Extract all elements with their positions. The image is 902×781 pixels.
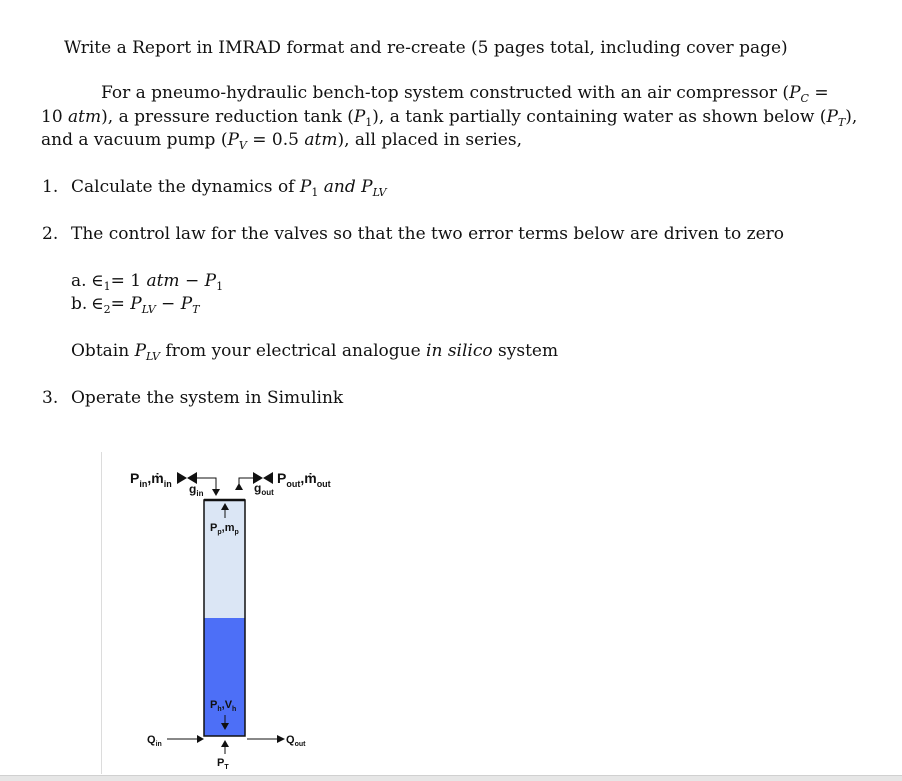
sub-item-a: a. $\in_1= 1$ atm − $P_1$ — [71, 271, 224, 293]
sub-letter: a. — [71, 271, 87, 291]
sub-letter: b. — [71, 294, 88, 314]
list-number: 3. — [42, 388, 59, 408]
outlet-arrow-icon — [235, 483, 243, 490]
list-number: 1. — [42, 177, 59, 197]
label-q-out: $Q_{out}$ — [286, 734, 306, 748]
page-title: Write a Report in IMRAD format and re-create (5 pages total, including cover page) — [64, 38, 788, 58]
inlet-arrow-icon — [212, 489, 220, 496]
label-p-in: $P_{in},ṁ_{in}$ — [130, 470, 172, 489]
label-pp-mp: $P_p,m_p$ — [210, 522, 239, 536]
outlet-valve-icon-right — [263, 472, 273, 484]
list-item-1: 1. Calculate the dynamics of $P_1$ and $P_{LV}$ — [42, 177, 387, 199]
list-item-3: 3. Operate the system in Simulink — [42, 388, 344, 408]
intro-line-2: 10 atm), a pressure reduction tank $(P_1)$, a tank partially containing water as shown below $(P_T)$, — [41, 107, 858, 129]
list-item-2: 2. The control law for the valves so that the two error terms below are driven to zero — [42, 224, 785, 244]
intro-line-1: For a pneumo-hydraulic bench-top system constructed with an air compressor ($P_C$ = — [101, 83, 829, 105]
qout-arrow-icon — [277, 735, 285, 743]
pt-arrow-icon — [221, 740, 229, 747]
list-number: 2. — [42, 224, 59, 244]
sub-item-b: b. $\in_2= P_{LV} - P_T$ — [71, 294, 200, 316]
intro-line-3: and a vacuum pump ($P_V = 0.5$ atm), all placed in series, — [41, 130, 522, 152]
label-g-out: $g_{out}$ — [254, 481, 274, 497]
inlet-valve-icon — [177, 472, 187, 484]
label-ph-vh: $P_h,V_h$ — [210, 699, 237, 713]
label-g-in: $g_{in}$ — [189, 482, 204, 498]
label-q-in: $Q_{in}$ — [147, 734, 162, 748]
tank-diagram — [101, 452, 361, 774]
qin-arrow-icon — [197, 735, 204, 743]
label-pt: $P_T$ — [217, 757, 229, 771]
label-p-out: $P_{out},ṁ_{out}$ — [277, 470, 331, 489]
page-bottom-divider — [0, 775, 902, 781]
obtain-line: Obtain $P_{LV}$ from your electrical analogue in silico system — [71, 341, 559, 363]
tank-diagram-svg — [101, 452, 361, 774]
